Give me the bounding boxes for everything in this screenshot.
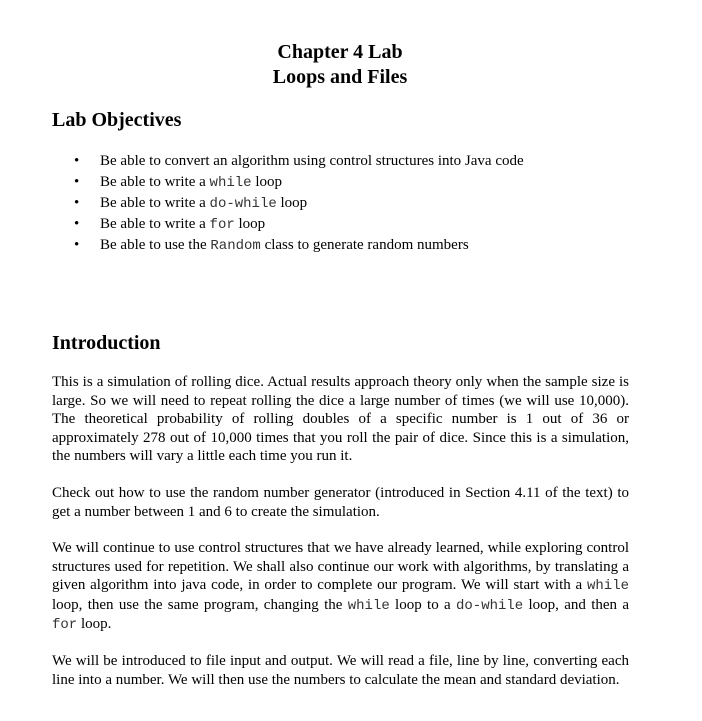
- bullet-icon: •: [74, 153, 80, 169]
- code-keyword: while: [209, 175, 252, 191]
- objective-text-suffix: loop: [234, 216, 266, 232]
- intro-paragraph-2: Check out how to use the random number generator (introduced in Section 4.11 of the text) to get a number between 1 and 6 to create the simulation.: [52, 485, 629, 520]
- bullet-icon: •: [74, 174, 80, 190]
- code-keyword: while: [347, 597, 390, 614]
- code-keyword: Random: [210, 238, 261, 254]
- code-keyword: do-while: [209, 196, 277, 212]
- chapter-title-line-2: Loops and Files: [272, 66, 408, 88]
- objective-text: Be able to write a: [100, 174, 210, 190]
- intro-paragraph-1: This is a simulation of rolling dice. Actual results approach theory only when the sample size is large. So we will need to repeat rolling the dice a large number of times (we will use 10,000). The theoretical probability of rolling doubles of a specific number is 1 out of 36 or approximately 278 out of 10,000 times that you roll the pair of dice. Since this is a simulation, the numbers will vary a little each time you run it.: [52, 374, 629, 464]
- intro-paragraph-3: [52, 539, 629, 635]
- objective-item: [52, 151, 524, 172]
- objectives-list: [52, 151, 524, 256]
- code-keyword: while: [586, 578, 629, 594]
- objective-item: [52, 172, 524, 193]
- bullet-icon: •: [74, 237, 80, 253]
- code-keyword: for: [209, 217, 235, 233]
- objective-text: Be able to write a: [100, 195, 210, 211]
- bullet-icon: •: [74, 216, 80, 232]
- chapter-title: [0, 40, 680, 90]
- intro-paragraph-4: We will be introduced to file input and output. We will read a file, line by line, converting each line into a number. We will then use the numbers to calculate the mean and standard deviation.: [52, 653, 629, 688]
- paragraph-text: loop to a: [389, 596, 456, 613]
- chapter-title-line-1: Chapter 4 Lab: [277, 41, 403, 63]
- objective-item: [52, 214, 524, 235]
- objective-item: [52, 193, 524, 214]
- paragraph-text: loop.: [77, 616, 112, 632]
- paragraph-text: We will continue to use control structures that we have already learned, while exploring control structures used for repetition. We shall also continue our work with algorithms, by translating a given algorithm into java code, in order to complete our program. We will start with a: [52, 540, 629, 593]
- paragraph-text: loop, then use the same program, changing the: [52, 596, 348, 613]
- objective-text-suffix: class to generate random numbers: [260, 237, 469, 253]
- introduction-heading: Introduction: [52, 332, 161, 354]
- objective-item: [52, 235, 524, 256]
- lab-objectives-heading: Lab Objectives: [52, 109, 182, 131]
- objective-text-suffix: loop: [251, 174, 282, 190]
- objective-text: Be able to convert an algorithm using control structures into Java code: [100, 153, 524, 169]
- objective-text: Be able to write a: [100, 216, 210, 232]
- code-keyword: do-while: [455, 597, 524, 614]
- paragraph-text: loop, and then a: [523, 596, 629, 613]
- objective-text-suffix: loop: [276, 195, 308, 211]
- objective-text: Be able to use the: [100, 237, 211, 253]
- bullet-icon: •: [74, 195, 80, 211]
- code-keyword: for: [52, 617, 78, 633]
